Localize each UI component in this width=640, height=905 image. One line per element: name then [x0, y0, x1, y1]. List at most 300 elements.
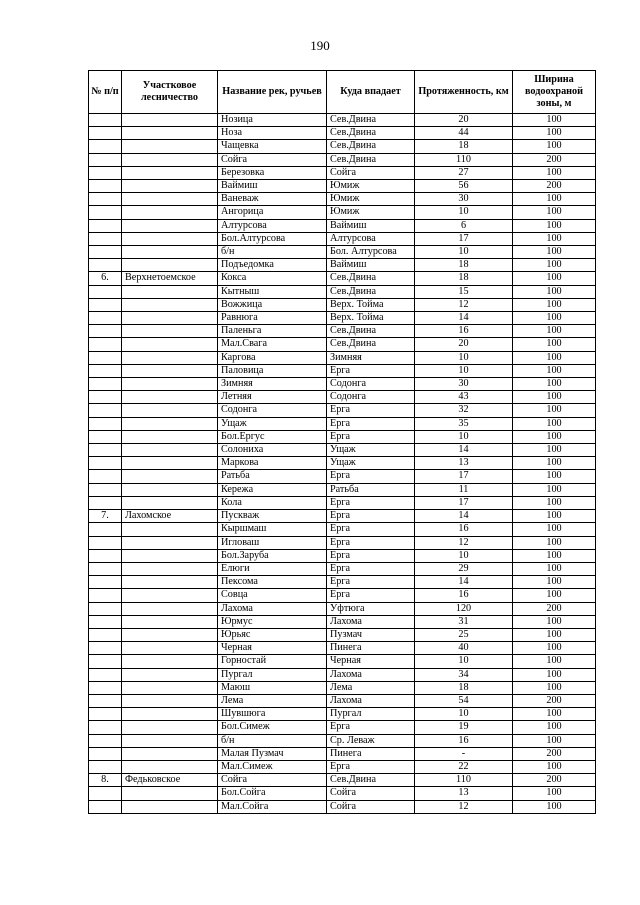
- cell-mouth: Ерга: [327, 430, 415, 443]
- cell-mouth: Ерга: [327, 496, 415, 509]
- cell-forestry: [122, 391, 218, 404]
- table-row: [89, 642, 596, 655]
- cell-length: 35: [415, 417, 513, 430]
- table-row: [89, 325, 596, 338]
- cell-river-name: Солониха: [218, 444, 327, 457]
- cell-zone-width: 100: [513, 523, 596, 536]
- cell-river-name: Паленьга: [218, 325, 327, 338]
- cell-forestry: [122, 444, 218, 457]
- cell-zone-width: 100: [513, 325, 596, 338]
- cell-zone-width: 100: [513, 483, 596, 496]
- cell-river-name: Ноза: [218, 127, 327, 140]
- cell-number: [89, 391, 122, 404]
- cell-river-name: Кокса: [218, 272, 327, 285]
- table-row: [89, 259, 596, 272]
- cell-zone-width: 100: [513, 549, 596, 562]
- cell-number: [89, 747, 122, 760]
- cell-number: [89, 312, 122, 325]
- cell-number: [89, 681, 122, 694]
- cell-forestry: [122, 180, 218, 193]
- table-row: [89, 681, 596, 694]
- table-row: [89, 470, 596, 483]
- page-number: 190: [310, 38, 330, 53]
- cell-length: 12: [415, 298, 513, 311]
- cell-river-name: Лема: [218, 694, 327, 707]
- cell-forestry: [122, 232, 218, 245]
- cell-zone-width: 200: [513, 180, 596, 193]
- cell-zone-width: 100: [513, 391, 596, 404]
- cell-length: 16: [415, 589, 513, 602]
- table-row: [89, 404, 596, 417]
- cell-length: 10: [415, 364, 513, 377]
- cell-mouth: Сойга: [327, 166, 415, 179]
- cell-river-name: Равнюга: [218, 312, 327, 325]
- cell-mouth: Черная: [327, 655, 415, 668]
- cell-zone-width: 100: [513, 430, 596, 443]
- table-row: [89, 721, 596, 734]
- cell-forestry: [122, 206, 218, 219]
- cell-river-name: Горностай: [218, 655, 327, 668]
- table-row: [89, 219, 596, 232]
- table-row: [89, 391, 596, 404]
- cell-length: 18: [415, 140, 513, 153]
- cell-river-name: Ратьба: [218, 470, 327, 483]
- cell-length: 10: [415, 655, 513, 668]
- cell-mouth: Верх. Тойма: [327, 298, 415, 311]
- cell-number: [89, 219, 122, 232]
- cell-forestry: [122, 246, 218, 259]
- cell-river-name: Кытныш: [218, 285, 327, 298]
- cell-mouth: Ерга: [327, 364, 415, 377]
- cell-length: 110: [415, 774, 513, 787]
- cell-number: [89, 615, 122, 628]
- cell-forestry: [122, 681, 218, 694]
- cell-number: [89, 589, 122, 602]
- table-row: [89, 298, 596, 311]
- cell-length: 18: [415, 681, 513, 694]
- cell-river-name: Пексома: [218, 576, 327, 589]
- cell-forestry: [122, 615, 218, 628]
- rivers-table: [88, 70, 596, 814]
- cell-river-name: Мал.Свага: [218, 338, 327, 351]
- cell-length: 27: [415, 166, 513, 179]
- cell-river-name: Сойга: [218, 153, 327, 166]
- cell-mouth: Юмиж: [327, 206, 415, 219]
- cell-length: 120: [415, 602, 513, 615]
- cell-mouth: Ерга: [327, 576, 415, 589]
- cell-forestry: [122, 708, 218, 721]
- cell-length: 13: [415, 457, 513, 470]
- cell-river-name: Маюш: [218, 681, 327, 694]
- cell-length: 17: [415, 232, 513, 245]
- cell-length: 44: [415, 127, 513, 140]
- cell-number: [89, 351, 122, 364]
- table-row: [89, 206, 596, 219]
- cell-number: [89, 180, 122, 193]
- cell-forestry: [122, 483, 218, 496]
- cell-forestry: [122, 694, 218, 707]
- cell-number: [89, 562, 122, 575]
- cell-number: [89, 483, 122, 496]
- cell-forestry: [122, 628, 218, 641]
- table-row: [89, 444, 596, 457]
- cell-forestry: [122, 114, 218, 127]
- cell-forestry: [122, 193, 218, 206]
- cell-zone-width: 100: [513, 404, 596, 417]
- cell-mouth: Лахома: [327, 615, 415, 628]
- cell-number: [89, 259, 122, 272]
- cell-forestry: [122, 523, 218, 536]
- cell-number: [89, 602, 122, 615]
- cell-zone-width: 100: [513, 628, 596, 641]
- cell-mouth: Ерга: [327, 721, 415, 734]
- cell-forestry: [122, 351, 218, 364]
- cell-mouth: Сев.Двина: [327, 127, 415, 140]
- cell-length: 12: [415, 800, 513, 813]
- cell-river-name: Малая Пузмач: [218, 747, 327, 760]
- cell-zone-width: 100: [513, 378, 596, 391]
- cell-number: [89, 800, 122, 813]
- cell-number: [89, 166, 122, 179]
- cell-river-name: Бол.Заруба: [218, 549, 327, 562]
- table-row: [89, 193, 596, 206]
- cell-zone-width: 100: [513, 272, 596, 285]
- cell-forestry: [122, 430, 218, 443]
- cell-length: 56: [415, 180, 513, 193]
- cell-length: 43: [415, 391, 513, 404]
- cell-zone-width: 100: [513, 193, 596, 206]
- table-row: [89, 496, 596, 509]
- cell-river-name: Бол.Алтурсова: [218, 232, 327, 245]
- cell-forestry: [122, 219, 218, 232]
- cell-forestry: [122, 285, 218, 298]
- cell-length: 17: [415, 496, 513, 509]
- cell-river-name: б/н: [218, 246, 327, 259]
- cell-mouth: Ерга: [327, 589, 415, 602]
- cell-mouth: Сев.Двина: [327, 140, 415, 153]
- cell-number: [89, 457, 122, 470]
- cell-forestry: [122, 562, 218, 575]
- cell-zone-width: 100: [513, 760, 596, 773]
- table-row: [89, 734, 596, 747]
- table-row: [89, 232, 596, 245]
- cell-forestry: [122, 153, 218, 166]
- cell-forestry: Федьковское: [122, 774, 218, 787]
- header-river-name: Название рек, ручьев: [218, 71, 327, 114]
- cell-mouth: Ср. Леваж: [327, 734, 415, 747]
- cell-length: 10: [415, 708, 513, 721]
- cell-river-name: Ваймиш: [218, 180, 327, 193]
- cell-number: [89, 430, 122, 443]
- cell-length: 16: [415, 325, 513, 338]
- cell-river-name: Черная: [218, 642, 327, 655]
- cell-forestry: [122, 800, 218, 813]
- cell-river-name: Подъедомка: [218, 259, 327, 272]
- cell-river-name: Пускваж: [218, 510, 327, 523]
- table-row: [89, 338, 596, 351]
- table-row: [89, 774, 596, 787]
- table-row: [89, 430, 596, 443]
- cell-river-name: Совца: [218, 589, 327, 602]
- cell-mouth: Сев.Двина: [327, 338, 415, 351]
- cell-zone-width: 100: [513, 364, 596, 377]
- cell-forestry: [122, 496, 218, 509]
- cell-zone-width: 100: [513, 232, 596, 245]
- cell-river-name: Ваневаж: [218, 193, 327, 206]
- cell-number: [89, 642, 122, 655]
- cell-forestry: [122, 140, 218, 153]
- cell-forestry: [122, 721, 218, 734]
- cell-zone-width: 200: [513, 153, 596, 166]
- header-forestry: Участковое лесничество: [122, 71, 218, 114]
- table-row: [89, 312, 596, 325]
- cell-forestry: [122, 417, 218, 430]
- cell-mouth: Ерга: [327, 549, 415, 562]
- cell-river-name: Зимняя: [218, 378, 327, 391]
- cell-length: 14: [415, 576, 513, 589]
- cell-length: 10: [415, 549, 513, 562]
- cell-forestry: [122, 602, 218, 615]
- cell-length: 30: [415, 193, 513, 206]
- cell-forestry: [122, 642, 218, 655]
- cell-zone-width: 100: [513, 166, 596, 179]
- cell-forestry: [122, 760, 218, 773]
- cell-number: [89, 787, 122, 800]
- cell-forestry: [122, 325, 218, 338]
- cell-river-name: Алтурсова: [218, 219, 327, 232]
- cell-number: [89, 655, 122, 668]
- table-row: [89, 272, 596, 285]
- cell-zone-width: 100: [513, 655, 596, 668]
- cell-length: 16: [415, 734, 513, 747]
- cell-forestry: [122, 312, 218, 325]
- cell-river-name: Нозица: [218, 114, 327, 127]
- cell-zone-width: 100: [513, 285, 596, 298]
- cell-forestry: [122, 655, 218, 668]
- cell-number: [89, 536, 122, 549]
- header-length: Протяженность, км: [415, 71, 513, 114]
- cell-zone-width: 100: [513, 642, 596, 655]
- cell-mouth: Пузмач: [327, 628, 415, 641]
- cell-length: 14: [415, 444, 513, 457]
- cell-number: [89, 232, 122, 245]
- table-row: [89, 589, 596, 602]
- cell-length: 19: [415, 721, 513, 734]
- cell-mouth: Пургал: [327, 708, 415, 721]
- cell-river-name: Мал.Сойга: [218, 800, 327, 813]
- cell-length: 15: [415, 285, 513, 298]
- cell-mouth: Ерга: [327, 562, 415, 575]
- cell-number: [89, 721, 122, 734]
- cell-forestry: [122, 470, 218, 483]
- cell-zone-width: 100: [513, 576, 596, 589]
- cell-length: 6: [415, 219, 513, 232]
- cell-mouth: Ерга: [327, 510, 415, 523]
- cell-forestry: [122, 787, 218, 800]
- cell-zone-width: 100: [513, 417, 596, 430]
- cell-zone-width: 100: [513, 219, 596, 232]
- cell-forestry: [122, 364, 218, 377]
- table-row: [89, 602, 596, 615]
- cell-length: 18: [415, 272, 513, 285]
- cell-mouth: Лахома: [327, 668, 415, 681]
- cell-number: [89, 140, 122, 153]
- cell-number: [89, 734, 122, 747]
- cell-zone-width: 100: [513, 338, 596, 351]
- cell-zone-width: 100: [513, 721, 596, 734]
- cell-number: [89, 694, 122, 707]
- cell-forestry: [122, 338, 218, 351]
- cell-length: 10: [415, 246, 513, 259]
- cell-forestry: [122, 747, 218, 760]
- cell-river-name: Юрьяс: [218, 628, 327, 641]
- table-row: [89, 140, 596, 153]
- cell-forestry: [122, 457, 218, 470]
- cell-length: 34: [415, 668, 513, 681]
- cell-river-name: Сойга: [218, 774, 327, 787]
- cell-river-name: б/н: [218, 734, 327, 747]
- cell-mouth: Ваймиш: [327, 219, 415, 232]
- cell-zone-width: 100: [513, 312, 596, 325]
- table-row: [89, 549, 596, 562]
- cell-forestry: [122, 668, 218, 681]
- cell-number: [89, 523, 122, 536]
- cell-mouth: Бол. Алтурсова: [327, 246, 415, 259]
- cell-river-name: Бол.Симеж: [218, 721, 327, 734]
- cell-zone-width: 100: [513, 562, 596, 575]
- cell-zone-width: 100: [513, 510, 596, 523]
- table-row: [89, 668, 596, 681]
- cell-forestry: [122, 734, 218, 747]
- cell-zone-width: 100: [513, 681, 596, 694]
- cell-number: 6.: [89, 272, 122, 285]
- cell-river-name: Лахома: [218, 602, 327, 615]
- cell-number: [89, 708, 122, 721]
- cell-river-name: Кыршмаш: [218, 523, 327, 536]
- cell-zone-width: 200: [513, 774, 596, 787]
- cell-zone-width: 100: [513, 351, 596, 364]
- table-row: [89, 153, 596, 166]
- cell-zone-width: 100: [513, 496, 596, 509]
- cell-zone-width: 100: [513, 140, 596, 153]
- table-row: [89, 285, 596, 298]
- cell-mouth: Юмиж: [327, 180, 415, 193]
- cell-number: [89, 206, 122, 219]
- cell-length: 110: [415, 153, 513, 166]
- cell-length: 29: [415, 562, 513, 575]
- cell-number: [89, 246, 122, 259]
- table-row: [89, 628, 596, 641]
- cell-zone-width: 200: [513, 747, 596, 760]
- cell-zone-width: 100: [513, 800, 596, 813]
- table-row: [89, 615, 596, 628]
- cell-zone-width: 100: [513, 470, 596, 483]
- cell-river-name: Каргова: [218, 351, 327, 364]
- cell-zone-width: 100: [513, 298, 596, 311]
- cell-number: [89, 417, 122, 430]
- cell-mouth: Ерга: [327, 470, 415, 483]
- table-header-row: [89, 71, 596, 114]
- cell-forestry: [122, 166, 218, 179]
- cell-number: [89, 576, 122, 589]
- table-row: [89, 483, 596, 496]
- cell-number: 8.: [89, 774, 122, 787]
- header-mouth: Куда впадает: [327, 71, 415, 114]
- cell-zone-width: 100: [513, 127, 596, 140]
- cell-length: 54: [415, 694, 513, 707]
- cell-length: 10: [415, 430, 513, 443]
- cell-mouth: Сойга: [327, 800, 415, 813]
- cell-zone-width: 100: [513, 114, 596, 127]
- cell-forestry: [122, 576, 218, 589]
- table-row: [89, 523, 596, 536]
- cell-forestry: [122, 378, 218, 391]
- cell-number: [89, 628, 122, 641]
- cell-mouth: Алтурсова: [327, 232, 415, 245]
- cell-length: 10: [415, 351, 513, 364]
- cell-length: 30: [415, 378, 513, 391]
- cell-number: [89, 470, 122, 483]
- table-row: [89, 562, 596, 575]
- cell-mouth: Ерга: [327, 760, 415, 773]
- cell-river-name: Березовка: [218, 166, 327, 179]
- cell-number: [89, 404, 122, 417]
- cell-number: [89, 760, 122, 773]
- table-row: [89, 760, 596, 773]
- cell-length: 18: [415, 259, 513, 272]
- cell-river-name: Юрмус: [218, 615, 327, 628]
- cell-number: [89, 193, 122, 206]
- table-row: [89, 800, 596, 813]
- table-row: [89, 351, 596, 364]
- table-row: [89, 246, 596, 259]
- cell-river-name: Вожжица: [218, 298, 327, 311]
- cell-length: -: [415, 747, 513, 760]
- cell-zone-width: 100: [513, 536, 596, 549]
- table-row: [89, 127, 596, 140]
- cell-number: [89, 338, 122, 351]
- cell-number: [89, 496, 122, 509]
- cell-river-name: Паловица: [218, 364, 327, 377]
- cell-number: [89, 127, 122, 140]
- cell-mouth: Ущаж: [327, 444, 415, 457]
- cell-mouth: Сев.Двина: [327, 114, 415, 127]
- cell-length: 14: [415, 510, 513, 523]
- cell-forestry: [122, 298, 218, 311]
- cell-river-name: Пургал: [218, 668, 327, 681]
- cell-zone-width: 100: [513, 734, 596, 747]
- cell-length: 22: [415, 760, 513, 773]
- cell-river-name: Кережа: [218, 483, 327, 496]
- cell-mouth: Уфтюга: [327, 602, 415, 615]
- cell-mouth: Лема: [327, 681, 415, 694]
- cell-forestry: Лахомское: [122, 510, 218, 523]
- table-row: [89, 364, 596, 377]
- cell-length: 31: [415, 615, 513, 628]
- cell-zone-width: 100: [513, 259, 596, 272]
- cell-length: 14: [415, 312, 513, 325]
- cell-zone-width: 100: [513, 206, 596, 219]
- cell-river-name: Мал.Симеж: [218, 760, 327, 773]
- cell-length: 20: [415, 338, 513, 351]
- cell-length: 32: [415, 404, 513, 417]
- cell-mouth: Пинега: [327, 642, 415, 655]
- cell-forestry: [122, 536, 218, 549]
- table-row: [89, 417, 596, 430]
- cell-zone-width: 100: [513, 444, 596, 457]
- cell-river-name: Содонга: [218, 404, 327, 417]
- cell-number: [89, 325, 122, 338]
